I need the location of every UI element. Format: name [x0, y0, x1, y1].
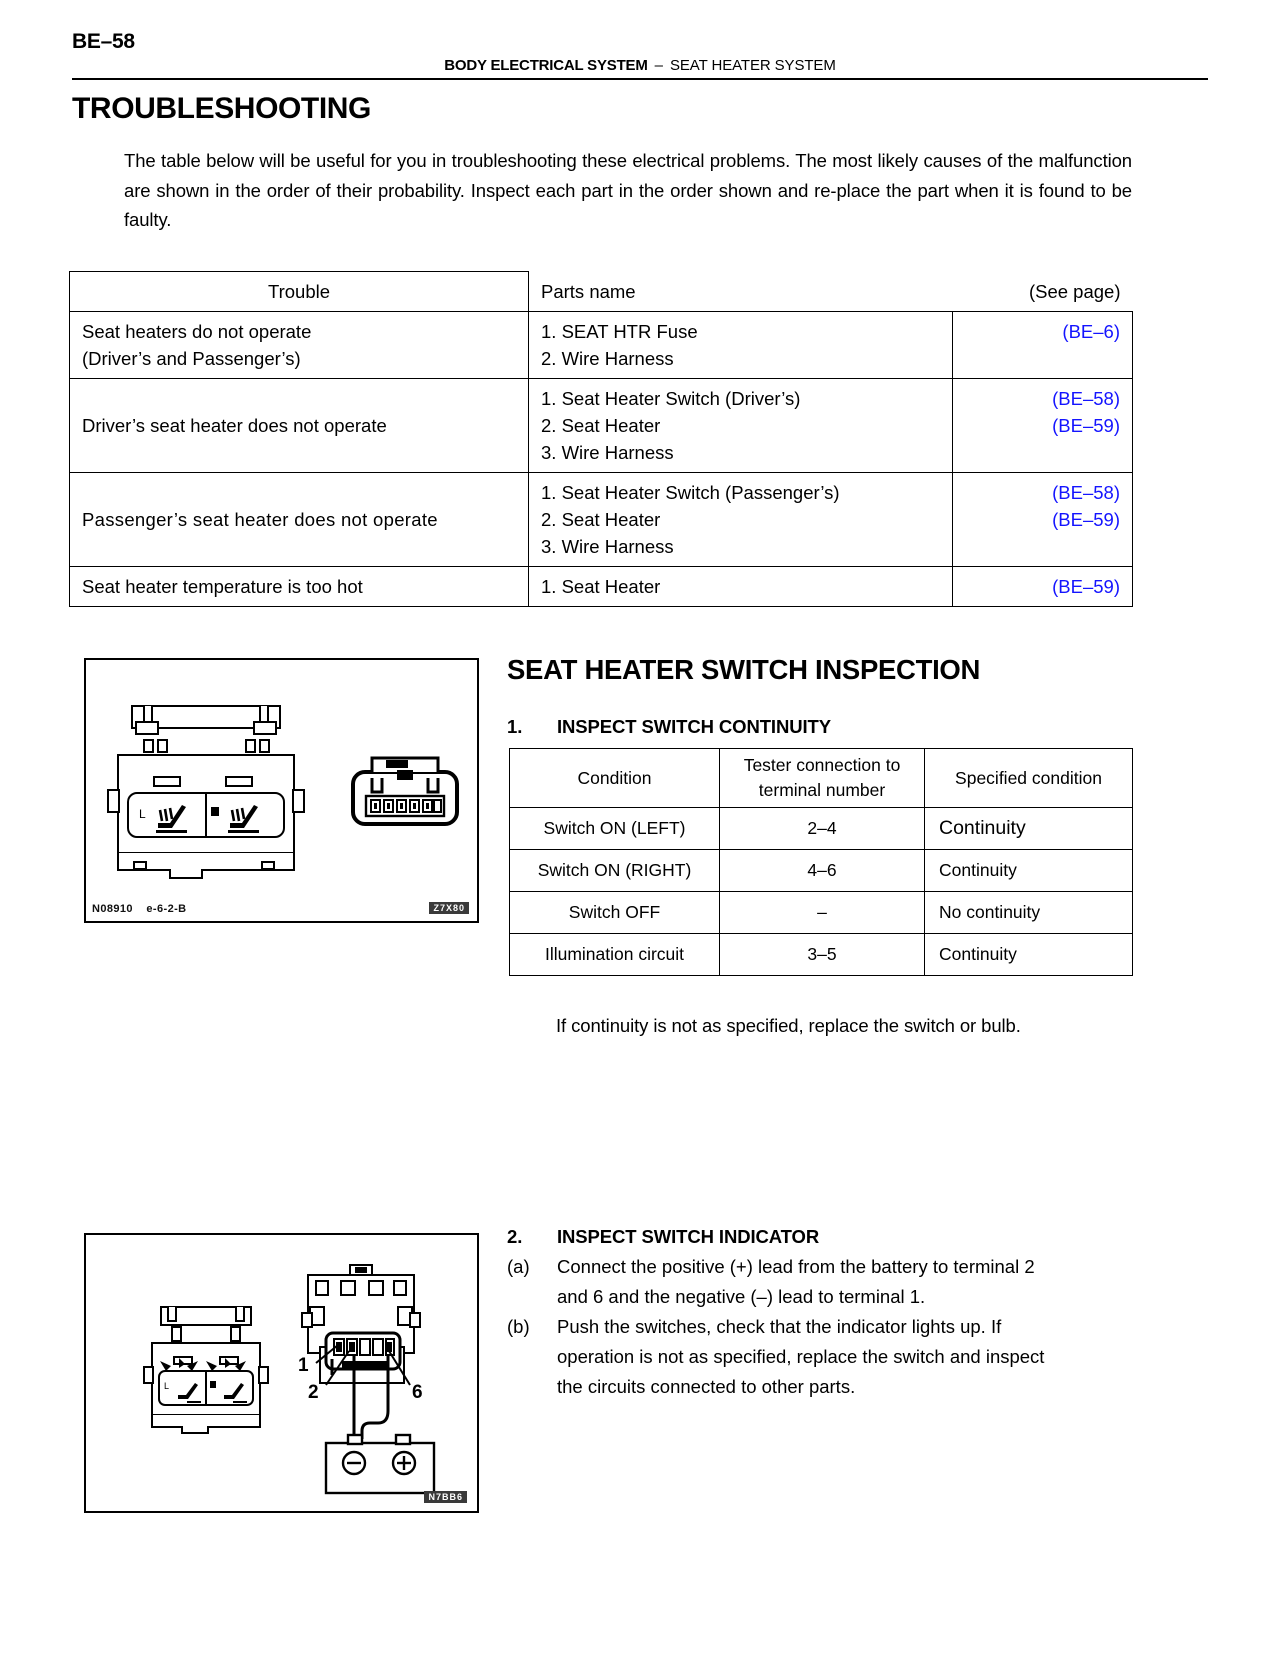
figure-seat-heater-switch: [84, 658, 479, 923]
figure-code: [92, 903, 187, 915]
part-line: 2. Seat Heater: [541, 415, 661, 436]
part-line: 3. Wire Harness: [541, 536, 674, 557]
page-title: TROUBLESHOOTING: [72, 92, 371, 125]
switch-right-label-marker-fig2: [210, 1381, 216, 1388]
procedure-line: operation is not as specified, replace the switch and inspect: [557, 1346, 1045, 1367]
cell-specified: Continuity: [925, 850, 1133, 892]
six-pin-connector-icon: [353, 758, 457, 824]
step-2-number: 2.: [507, 1226, 523, 1247]
part-line: 1. Seat Heater Switch (Passenger’s): [541, 482, 840, 503]
part-line: 1. Seat Heater: [541, 576, 661, 597]
table-row: [70, 473, 1133, 567]
cell-parts: [529, 473, 953, 567]
terminal-label-6: 6: [412, 1382, 423, 1403]
page-reference-link[interactable]: (BE–59): [1052, 576, 1120, 597]
cell-specified: No continuity: [925, 892, 1133, 934]
list-item: [507, 1312, 1137, 1402]
continuity-note: If continuity is not as specified, replace the switch or bulb.: [556, 1015, 1021, 1036]
page-reference-link[interactable]: (BE–58): [1052, 482, 1120, 503]
table-row: [70, 567, 1133, 607]
cell-terminal: 3–5: [720, 934, 925, 976]
cell-trouble: [70, 312, 529, 379]
header-divider: [72, 78, 1208, 80]
cell-parts: [529, 312, 953, 379]
step-2-label: INSPECT SWITCH INDICATOR: [557, 1226, 820, 1247]
switch-left-label-fig2: L: [164, 1381, 170, 1391]
inspection-procedure-list: [507, 1252, 1137, 1402]
cell-page-refs: [953, 473, 1133, 567]
column-header-parts: Parts name: [541, 280, 636, 302]
trouble-line: (Driver’s and Passenger’s): [82, 348, 301, 369]
cell-condition: Switch ON (RIGHT): [510, 850, 720, 892]
cell-terminal: 2–4: [720, 808, 925, 850]
page-reference-link[interactable]: (BE–59): [1052, 415, 1120, 436]
terminal-label-2: 2: [308, 1382, 319, 1403]
table-row: [510, 850, 1133, 892]
procedure-line: Push the switches, check that the indicator lights up. If: [557, 1316, 1002, 1337]
part-line: 2. Seat Heater: [541, 509, 661, 530]
column-header-trouble: Trouble: [70, 272, 529, 312]
terminal-label-1: 1: [298, 1355, 309, 1376]
procedure-line: and 6 and the negative (–) lead to terminal 1.: [557, 1286, 926, 1307]
page-reference-blank: [965, 345, 1120, 372]
battery-icon: [326, 1435, 434, 1493]
switch-indicator-test-illustration: [86, 1235, 477, 1511]
column-header-condition: Condition: [510, 749, 720, 808]
column-header-terminal-line1: Tester connection to: [743, 755, 901, 775]
list-item: [507, 1252, 1137, 1312]
column-header-specified: Specified condition: [925, 749, 1133, 808]
cell-trouble: [70, 379, 529, 473]
switch-right-label-marker: [211, 807, 219, 816]
page-reference-link[interactable]: (BE–58): [1052, 388, 1120, 409]
trouble-line: Passenger’s seat heater does not operate: [82, 509, 438, 530]
cell-page-refs: [953, 312, 1133, 379]
table-row: [70, 379, 1133, 473]
page-reference-link[interactable]: (BE–59): [1052, 509, 1120, 530]
table-row: [510, 808, 1133, 850]
table-header-row: [510, 749, 1133, 808]
procedure-line: the circuits connected to other parts.: [557, 1376, 856, 1397]
cell-condition: Switch ON (LEFT): [510, 808, 720, 850]
procedure-label: (b): [507, 1316, 530, 1337]
figure-code-id: N08910: [92, 903, 133, 915]
header-subsystem-name: SEAT HEATER SYSTEM: [670, 57, 836, 74]
trouble-line: Seat heaters do not operate: [82, 321, 312, 342]
figure-stamp: Z7X80: [429, 902, 469, 914]
table-row: [510, 892, 1133, 934]
part-line: 3. Wire Harness: [541, 442, 674, 463]
figure-switch-indicator-test: [84, 1233, 479, 1513]
table-header-row: [70, 272, 1133, 312]
step-1-label: INSPECT SWITCH CONTINUITY: [557, 716, 831, 737]
cell-parts: [529, 567, 953, 607]
page-header-title: [0, 57, 1280, 74]
cell-page-refs: [953, 567, 1133, 607]
cell-trouble: [70, 567, 529, 607]
page-reference-blank: [965, 439, 1120, 466]
column-header-page: (See page): [1028, 280, 1121, 302]
column-header-terminal: [720, 749, 925, 808]
page-reference-blank: [965, 533, 1120, 560]
step-2-heading: [507, 1226, 1137, 1248]
cell-page-refs: [953, 379, 1133, 473]
trouble-line: Seat heater temperature is too hot: [82, 576, 363, 597]
cell-specified: Continuity: [925, 934, 1133, 976]
switch-left-label: L: [139, 807, 146, 821]
seat-heater-switch-illustration: [86, 660, 477, 921]
part-line: 1. Seat Heater Switch (Driver’s): [541, 388, 801, 409]
figure-stamp: N7BB6: [424, 1491, 467, 1503]
switch-continuity-table: [509, 748, 1133, 976]
troubleshooting-table: [69, 271, 1133, 607]
figure-code-sub: e-6-2-B: [146, 903, 187, 915]
header-system-name: BODY ELECTRICAL SYSTEM: [444, 57, 648, 74]
step-1-heading: [507, 716, 1127, 738]
procedure-line: Connect the positive (+) lead from the battery to terminal 2: [557, 1256, 1035, 1277]
cell-terminal: 4–6: [720, 850, 925, 892]
cell-condition: Switch OFF: [510, 892, 720, 934]
header-separator: –: [654, 57, 663, 74]
procedure-label: (a): [507, 1256, 530, 1277]
table-row: [70, 312, 1133, 379]
column-header-terminal-line2: terminal number: [758, 780, 886, 800]
cell-parts: [529, 379, 953, 473]
cell-condition: Illumination circuit: [510, 934, 720, 976]
part-line: 1. SEAT HTR Fuse: [541, 321, 698, 342]
step-1-number: 1.: [507, 716, 523, 737]
page-number: BE–58: [72, 30, 135, 53]
cell-trouble: [70, 473, 529, 567]
cell-terminal: –: [720, 892, 925, 934]
table-row: [510, 934, 1133, 976]
cell-specified: Continuity: [925, 808, 1133, 850]
inspection-title: SEAT HEATER SWITCH INSPECTION: [507, 654, 981, 685]
part-line: 2. Wire Harness: [541, 348, 674, 369]
intro-paragraph: The table below will be useful for you in troubleshooting these electrical problems. The most likely causes of the malfunction are shown in the order of their probability. Inspect each part in the order shown and re-place the part when it is found to be faulty.: [124, 150, 1132, 230]
page-reference-link[interactable]: (BE–6): [1062, 321, 1120, 342]
trouble-line: Driver’s seat heater does not operate: [82, 415, 387, 436]
